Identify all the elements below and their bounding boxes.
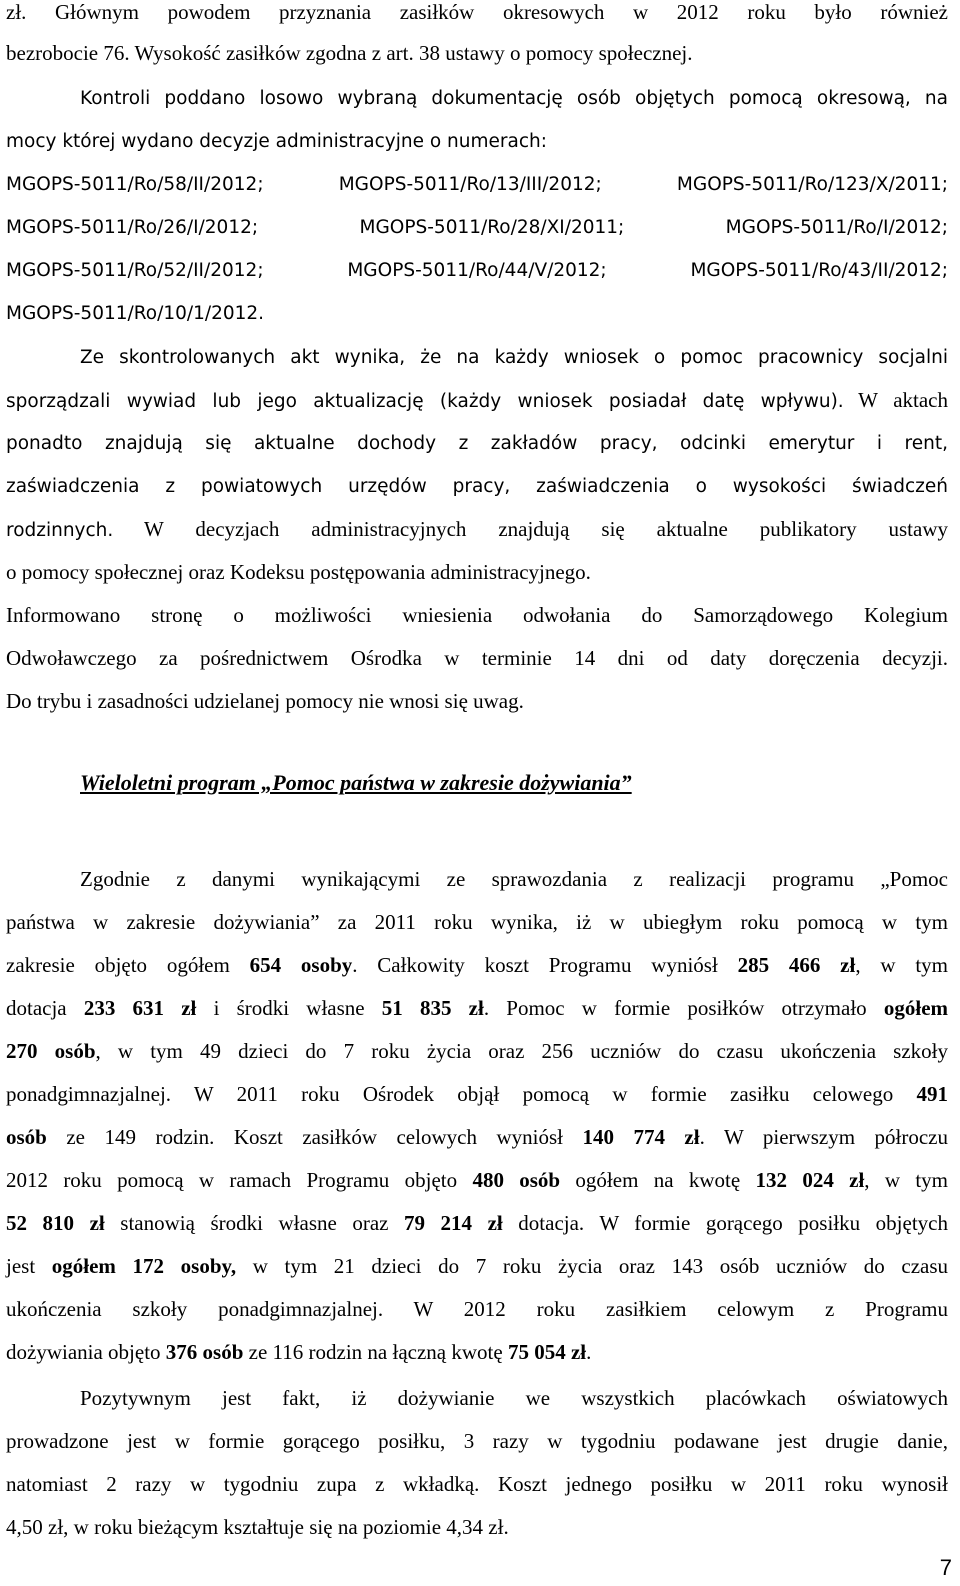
text-line: zaświadczenia z powiatowych urzędów pracy, zaświadczenia o wysokości świadczeń [6, 476, 948, 497]
text-line [6, 944, 948, 987]
text-line [6, 987, 948, 1030]
text-segment: ze 116 rodzin na łączną kwotę [243, 1340, 508, 1364]
highlight-value: 52 810 zł [6, 1211, 105, 1235]
text-line [6, 1202, 948, 1245]
text-segment: stanowią środki własne oraz [104, 1211, 405, 1235]
text-line: prowadzone jest w formie gorącego posiłku, 3 razy w tygodniu podawane jest drugie danie, [6, 1429, 948, 1453]
text-segment: , w tym [864, 1168, 948, 1192]
text-line: Ze skontrolowanych akt wynika, że na każdy wniosek o pomoc pracownicy socjalni [80, 347, 948, 368]
text-line [6, 379, 948, 422]
text-line [6, 1030, 948, 1073]
highlight-value: ogółem [883, 996, 949, 1020]
highlight-value: 376 osób [165, 1340, 244, 1364]
text-segment: . W pierwszym półroczu [699, 1125, 948, 1149]
text-line: ukończenia szkoły ponadgimnazjalnej. W 2012 roku zasiłkiem celowym z Programu [6, 1297, 948, 1321]
highlight-value: 285 466 zł [737, 953, 856, 977]
highlight-value: 233 631 zł [83, 996, 197, 1020]
highlight-value: 51 835 zł [381, 996, 484, 1020]
page-number: 7 [939, 1555, 952, 1580]
text-segment: , w tym [855, 953, 949, 977]
text-segment: w tym 21 dzieci do 7 roku życia oraz 143 osób uczniów do czasu [236, 1254, 949, 1278]
text-line: państwa w zakresie dożywiania” za 2011 roku wynika, iż w ubiegłym roku pomocą w tym [6, 910, 948, 934]
text-line: Zgodnie z danymi wynikającymi ze sprawozdania z realizacji programu „Pomoc [80, 867, 948, 891]
text-segment: ogółem na kwotę [560, 1168, 756, 1192]
highlight-value: 75 054 zł [507, 1340, 587, 1364]
paragraph-kontrola-decyzji [6, 77, 948, 335]
paragraph-dozywianie-dane [6, 858, 948, 1374]
text-line: Informowano stronę o możliwości wniesienia odwołania do Samorządowego Kolegium [6, 603, 948, 627]
text-segment: . [586, 1340, 592, 1364]
text-segment: ponadgimnazjalnej. W 2011 roku Ośrodek objął pomocą w formie zasiłku celowego [6, 1082, 917, 1106]
text-segment: dotacja [6, 996, 84, 1020]
decision-numbers-line: MGOPS-5011/Ro/26/I/2012; MGOPS-5011/Ro/28/XI/2011; MGOPS-5011/Ro/I/2012; [6, 217, 948, 238]
text-segment: 2012 roku pomocą w ramach Programu objęto [6, 1168, 473, 1192]
text-line [6, 1245, 948, 1288]
text-line [6, 1159, 948, 1202]
highlight-value: 132 024 zł [755, 1168, 865, 1192]
text-line: bezrobocie 76. Wysokość zasiłków zgodna z art. 38 ustawy o pomocy społecznej. [6, 41, 693, 65]
decision-numbers-line: MGOPS-5011/Ro/52/II/2012; MGOPS-5011/Ro/44/V/2012; MGOPS-5011/Ro/43/II/2012; [6, 260, 948, 281]
text-segment: . Pomoc w formie posiłków otrzymało [483, 996, 884, 1020]
text-segment: W aktach [858, 388, 949, 412]
text-segment: , w tym 49 dzieci do 7 roku życia oraz 256 uczniów do czasu ukończenia szkoły [95, 1039, 948, 1063]
text-line: natomiast 2 razy w tygodniu zupa z wkładką. Koszt jednego posiłku w 2011 roku wynosił [6, 1472, 948, 1496]
text-segment: ze 149 rodzin. Koszt zasiłków celowych wyniósł [46, 1125, 583, 1149]
highlight-value: 480 osób [472, 1168, 561, 1192]
paragraph-skontrolowane-akta [6, 336, 948, 723]
text-line [6, 508, 948, 551]
text-line: mocy której wydano decyzje administracyjne o numerach: [6, 131, 547, 152]
text-line: Pozytywnym jest fakt, iż dożywianie we wszystkich placówkach oświatowych [80, 1386, 948, 1410]
highlight-value: 491 [916, 1082, 948, 1106]
text-line [6, 1073, 948, 1116]
text-line: zł. Głównym powodem przyznania zasiłków okresowych w 2012 roku było również [6, 0, 948, 24]
text-line: Odwoławczego za pośrednictwem Ośrodka w terminie 14 dni od daty doręczenia decyzji. [6, 646, 948, 670]
text-segment: dożywiania objęto [6, 1340, 166, 1364]
paragraph-goracy-posilek [6, 1377, 948, 1549]
text-line [6, 1331, 948, 1374]
highlight-value: 140 774 zł [582, 1125, 700, 1149]
text-segment: rodzinnych. [6, 520, 114, 541]
section-heading: Wieloletni program „Pomoc państwa w zakresie dożywiania” [80, 770, 632, 795]
text-line [6, 1116, 948, 1159]
text-line: o pomocy społecznej oraz Kodeksu postępowania administracyjnego. [6, 560, 591, 584]
text-segment: W decyzjach administracyjnych znajdują się aktualne publikatory ustawy [144, 517, 949, 541]
text-segment: . Całkowity koszt Programu wyniósł [352, 953, 738, 977]
highlight-value: ogółem 172 osoby, [51, 1254, 237, 1278]
highlight-value: osób [6, 1125, 47, 1149]
text-segment: sporządzali wywiad lub jego aktualizację (każdy wniosek posiadał datę wpływu). [6, 391, 844, 412]
text-line: Do trybu i zasadności udzielanej pomocy nie wnosi się uwag. [6, 689, 524, 713]
text-line: 4,50 zł, w roku bieżącym kształtuje się na poziomie 4,34 zł. [6, 1515, 509, 1539]
decision-numbers-line: MGOPS-5011/Ro/10/1/2012. [6, 303, 265, 324]
text-line: ponadto znajdują się aktualne dochody z zakładów pracy, odcinki emerytur i rent, [6, 433, 948, 454]
highlight-value: 654 osoby [249, 953, 353, 977]
text-segment: zakresie objęto ogółem [6, 953, 250, 977]
highlight-value: 270 osób [6, 1039, 96, 1063]
paragraph-zasilki-okresowe [6, 0, 948, 72]
decision-numbers-line: MGOPS-5011/Ro/58/II/2012; MGOPS-5011/Ro/13/III/2012; MGOPS-5011/Ro/123/X/2011; [6, 174, 948, 195]
text-segment: i środki własne [196, 996, 382, 1020]
text-line: Kontroli poddano losowo wybraną dokumentację osób objętych pomocą okresową, na [80, 88, 948, 109]
text-segment: dotacja. W formie gorącego posiłku objętych [502, 1211, 948, 1235]
highlight-value: 79 214 zł [404, 1211, 503, 1235]
text-segment: jest [6, 1254, 52, 1278]
